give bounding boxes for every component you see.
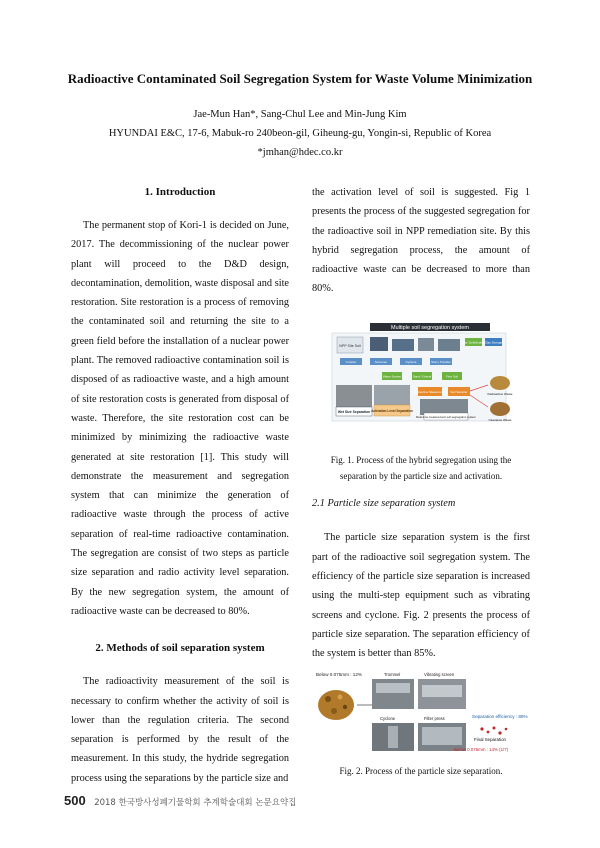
vibrating-screen-photo-detail <box>422 685 462 697</box>
realtime-photo <box>420 399 468 415</box>
affiliation: HYUNDAI E&C, 17-6, Mabuk-ro 240beon-gil, Giheung-gu, Yongin-si, Republic of Korea <box>108 128 492 139</box>
authors: Jae-Mun Han*, Sang-Chul Lee and Min-Jung Kim <box>193 109 407 120</box>
figure-2-diagram <box>312 669 530 755</box>
section-2-body: The radioactivity measurement of the soil is necessary to confirm whether the activity of soil is lower than the regulation criteria. The second separation is performed by the result of the measurement. In this study, the hydride segregation process using the separations by the particle size and <box>71 676 289 784</box>
mid-label-water-screen: Water Screen <box>382 374 402 379</box>
conference-name: 2018 한국방사성폐기물학회 추계학술대회 논문요약집 <box>94 798 297 808</box>
equipment-image-3 <box>418 338 434 351</box>
section-1-body: The permanent stop of Kori-1 is decided on June, 2017. The decommissioning of the nuclear power plant will proceed to the D&D design, decontamination, demolition, waste disposal and site restoration. Site restoration is a process of removing the contaminated soil and returning the site to a green field before the installation of a nuclear power plant. The removed radioactive contamination soil is disposed of as radioactive waste, and a high amount of site restoration costs is generated from disposal of waste. Therefore, the site restoration cost can be minimized by minimizing the radioactive waste generated at site restoration [1]. This study will demonstrate the measurement and segregation system that can minimize the generation of radioactive waste through the process of active separation of real-time radioactive contamination. The segregation are consist of two steps as particle size separation and radio activity level separation. By the new segregation system, the amount of radioactive waste can be decreased to 80%. <box>71 220 289 617</box>
right-column <box>312 183 530 779</box>
label-filter: Filter press <box>424 716 445 722</box>
left-column <box>71 183 289 788</box>
npp-soil-label: NPP Site Soil <box>339 343 361 348</box>
filter-press-photo-detail <box>422 727 462 745</box>
clay-storage-label: Clay Storage <box>484 340 503 345</box>
process-label-cyclone: Cyclone <box>405 359 417 364</box>
figure-1-caption: Fig. 1. Process of the hybrid segregation using the separation by the particle size and activation. <box>330 455 512 482</box>
figure-2 <box>312 669 530 778</box>
section-1-heading: 1. Introduction <box>144 186 216 198</box>
clearance-waste-label: Clearance Waste <box>488 417 512 422</box>
figure-1 <box>312 321 530 484</box>
figure-1-diagram <box>312 321 530 445</box>
mid-label-sand: Sand / Gravel <box>412 374 432 379</box>
equipment-image-2 <box>392 339 414 351</box>
clearance-waste-pile <box>490 402 510 416</box>
label-cyclone: Cyclone <box>380 716 396 722</box>
radio-measure-label: Radioactive Measurement <box>412 389 448 394</box>
mid-label-fine-soil: Fine Soil <box>446 374 458 379</box>
figure-1-header: Multiple soil segregation system <box>391 324 469 331</box>
figure-2-caption: Fig. 2. Process of the particle size separation. <box>339 765 503 776</box>
cyclone-photo-detail <box>388 726 398 748</box>
page-number: 500 <box>64 793 86 808</box>
soil-sampler-label: Soil Sampler <box>450 389 468 394</box>
label-trommel: Trommel <box>384 672 401 678</box>
soil-pile-image <box>318 690 354 720</box>
label-result: Below 0.075mm : 14% (1/7) <box>454 747 509 753</box>
activation-label: Activation Level Separation <box>371 408 413 413</box>
clay-solidification-label: Clay Solidification <box>461 340 486 345</box>
mid-row <box>382 372 462 380</box>
equipment-image-4 <box>438 339 460 351</box>
process-label-slurry: Slurry Transfer <box>431 359 451 364</box>
label-final: Final Separation <box>474 737 506 743</box>
wet-size-label: Wet Size Separation <box>337 409 371 414</box>
section-2-1-body: The particle size separation system is the first part of the radioactive soil segregation system. The efficiency of the particle size separation is increased using the multi-step equipment such as vibrating screens and cyclone. Fig. 2 presents the process of particle size separation. The separation efficiency of the system is better than 85%. <box>312 532 530 660</box>
label-efficiency: Separation efficiency : 86% <box>472 714 528 720</box>
radioactive-waste-pile <box>490 376 510 390</box>
label-start: Below 0.075mm : 12% <box>316 672 362 678</box>
trommel-photo-detail <box>376 683 410 693</box>
process-label-screener: Screener <box>374 359 388 364</box>
process-label-crusher: Crusher <box>345 359 357 364</box>
equipment-image-1 <box>370 337 388 351</box>
email: *jmhan@hdec.co.kr <box>257 147 343 158</box>
radioactive-waste-label: Radioactive Waste <box>487 391 513 396</box>
section-2-1-heading: 2.1 Particle size separation system <box>312 498 456 510</box>
section-2-body-continued: the activation level of soil is suggested. Fig 1 presents the process of the suggested segregation for the radioactive soil in NPP remediation site. By this hybrid segregation process, the amount of radioactive waste can be decreased to more than 80%. <box>312 187 530 295</box>
paper-title: Radioactive Contaminated Soil Segregation System for Waste Volume Minimization <box>67 71 533 86</box>
page-footer <box>64 793 296 808</box>
realtime-label: Real-time measurement soil segregation system <box>416 414 476 419</box>
section-2-heading: 2. Methods of soil separation system <box>95 642 265 655</box>
label-vibrating: Vibrating screen <box>424 672 455 678</box>
